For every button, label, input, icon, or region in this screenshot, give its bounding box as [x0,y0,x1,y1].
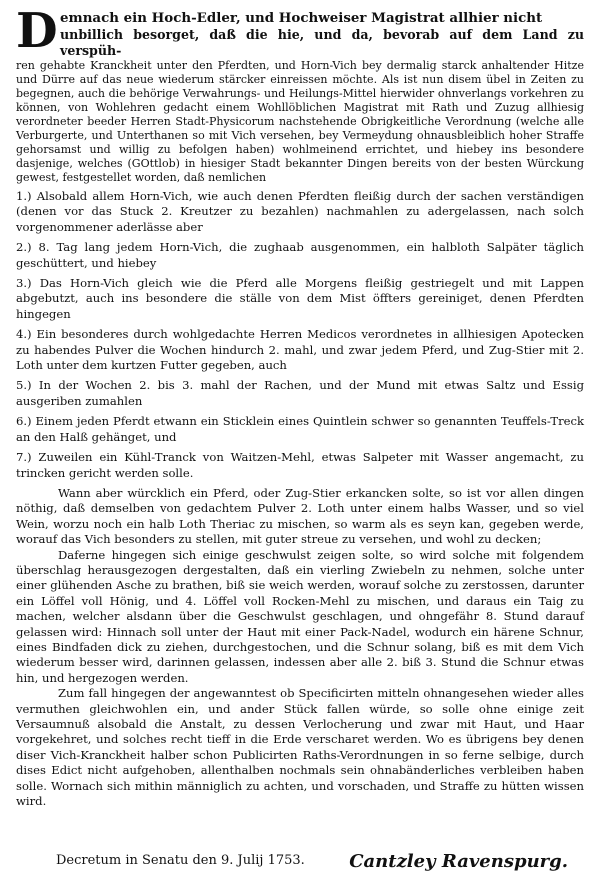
chancery-signature: Cantzley Ravenspurg. [349,851,568,872]
ordinance-item: 6.) Einem jeden Pferdt etwann ein Sticklein eines Quintlein schwer so genannten Teuffels-Treck an den Halß gehänget, und [16,414,584,444]
ordinance-items [16,189,584,481]
intro-lines [60,10,584,59]
ordinance-item: 3.) Das Horn-Vich gleich wie die Pferd alle Morgens fleißig gestriegelt und mit Lappen abgebutzt, auch ins besondere die ställe von dem Mist öffters gereiniget, denen Pferdten hingegen [16,276,584,321]
ornamental-initial [16,3,60,59]
ordinance-item: 7.) Zuweilen ein Kühl-Tranck von Waitzen-Mehl, etwas Salpeter mit Wasser angemacht, zu trincken gericht werden solle. [16,450,584,480]
intro-paragraph: ren gehabte Kranckheit unter den Pferdten, und Horn-Vich bey dermalig starck anhaltender Hitze und Dürre auf das neue wiederum stärcker einreissen möchte. Als ist nun disem übel in Zeiten zu begegnen, auch die behörige Verwahrungs- und Heilungs-Mittel hierwider ohnverlangs vorkehren zu können, von Wohlehren gedacht einem Wohllöblichen Magistrat mit Rath und Zuzug allhiesig verordneter beeder Herren Stadt-Physicorum nachstehende Obrigkeitliche Verordnung (welche alle Verburgerte, und Unterthanen so mit Vich versehen, bey Vermeydung ohnausbleiblich hoher Straffe gehorsamst und willig zu befolgen haben) wohlmeinend errichtet, und hiebey ins besondere dasjenige, welches (GOttlob) in hiesiger Stadt bekannter Dingen bereits von der besten Würckung gewest, festgestellet worden, daß nemlichen [16,59,584,184]
decree-intro [16,3,584,59]
ordinance-item: 2.) 8. Tag lang jedem Horn-Vich, die zughaab ausgenommen, ein halbloth Salpäter täglich geschüttert, und hiebey [16,240,584,270]
ordinance-item: 5.) In der Wochen 2. bis 3. mahl der Rachen, und der Mund mit etwas Saltz und Essig ausgeriben zumahlen [16,378,584,408]
intro-line-2: unbillich besorget, daß die hie, und da, bevorab auf dem Land zu verspüh- [60,27,584,58]
decree-date: Decretum in Senatu den 9. Julij 1753. [56,853,305,868]
ordinance-item: 1.) Alsobald allem Horn-Vich, wie auch denen Pferdten fleißig durch der sachen verständigen (denen vor das Stuck 2. Kreutzer zu bezahlen) nachmahlen zu adergelassen, nach solch vorgenommener aderlässe aber [16,189,584,234]
intro-line-1: emnach ein Hoch-Edler, und Hochweiser Magistrat allhier nicht [60,10,543,26]
paragraph-disposal: Zum fall hingegen der angewanntest ob Specificirten mitteln ohnangesehen wieder alles vermuthen gleichwohlen ein, und ander Stück fallen würde, so solle ohne einige zeit Versaumnuß alsobald die Anstalt, zu dessen Verlocherung und zwar mit Haut, und Haar vorgekehret, und solches recht tieff in die Erde verscharet werden. Wo es übrigens bey denen diser Vich-Kranckheit halber schon Publicirten Raths-Verordnungen in so ferne selbige, durch dises Edict nicht aufgehoben, allenthalben nochmals sein ohnabänderliches verbleiben haben solle. Wornach sich mithin männiglich zu achten, und vorschaden, und Straffe zu hütten wissen wird. [16,686,584,809]
decree-footer [16,853,584,883]
paragraph-treatment: Wann aber würcklich ein Pferd, oder Zug-Stier erkancken solte, so ist vor allen dingen nöthig, daß demselben von gedachtem Pulver 2. Loth unter einem halbs Wasser, und so viel Wein, worzu noch ein halb Loth Theriac zu mischen, so warm als es seyn kan, gegeben werde, worauf das Vich besonders zu stellen, mit guter streue zu versehen, und wohl zu decken; [16,485,584,547]
ordinance-item: 4.) Ein besonderes durch wohlgedachte Herren Medicos verordnetes in allhiesigen Apotecken zu habendes Pulver die Wochen hindurch 2. mahl, und zwar jedem Pferd, und Zug-Stier mit 2. Loth unter dem kurtzen Futter gegeben, auch [16,327,584,373]
initial-letter: D [16,3,58,59]
paragraph-swelling: Daferne hingegen sich einige geschwulst zeigen solte, so wird solche mit folgendem überschlag herausgezogen dergestalten, daß ein vierling Zwiebeln zu nehmen, solche unter einer glühenden Asche zu brathen, biß sie weich werden, worauf solche zu zerstossen, darunter ein Löffel voll Hönig, und 4. Löffel voll Rocken-Mehl zu mischen, und daraus ein Taig zu machen, welcher alsdann über die Geschwulst geschlagen, und ohngefähr 8. Stund darauf gelassen wird: Hinnach soll unter der Haut mit einer Pack-Nadel, wodurch ein härene Schnur, eines Bindfaden dick zu ziehen, durchgestochen, und die Schnur solang, biß es mit dem Vich wiederum besser wird, darinnen gelassen, indessen aber alle 2. biß 3. Stund die Schnur etwas hin, und hergezogen werden. [16,547,584,685]
follow-up-paragraphs [16,486,584,810]
